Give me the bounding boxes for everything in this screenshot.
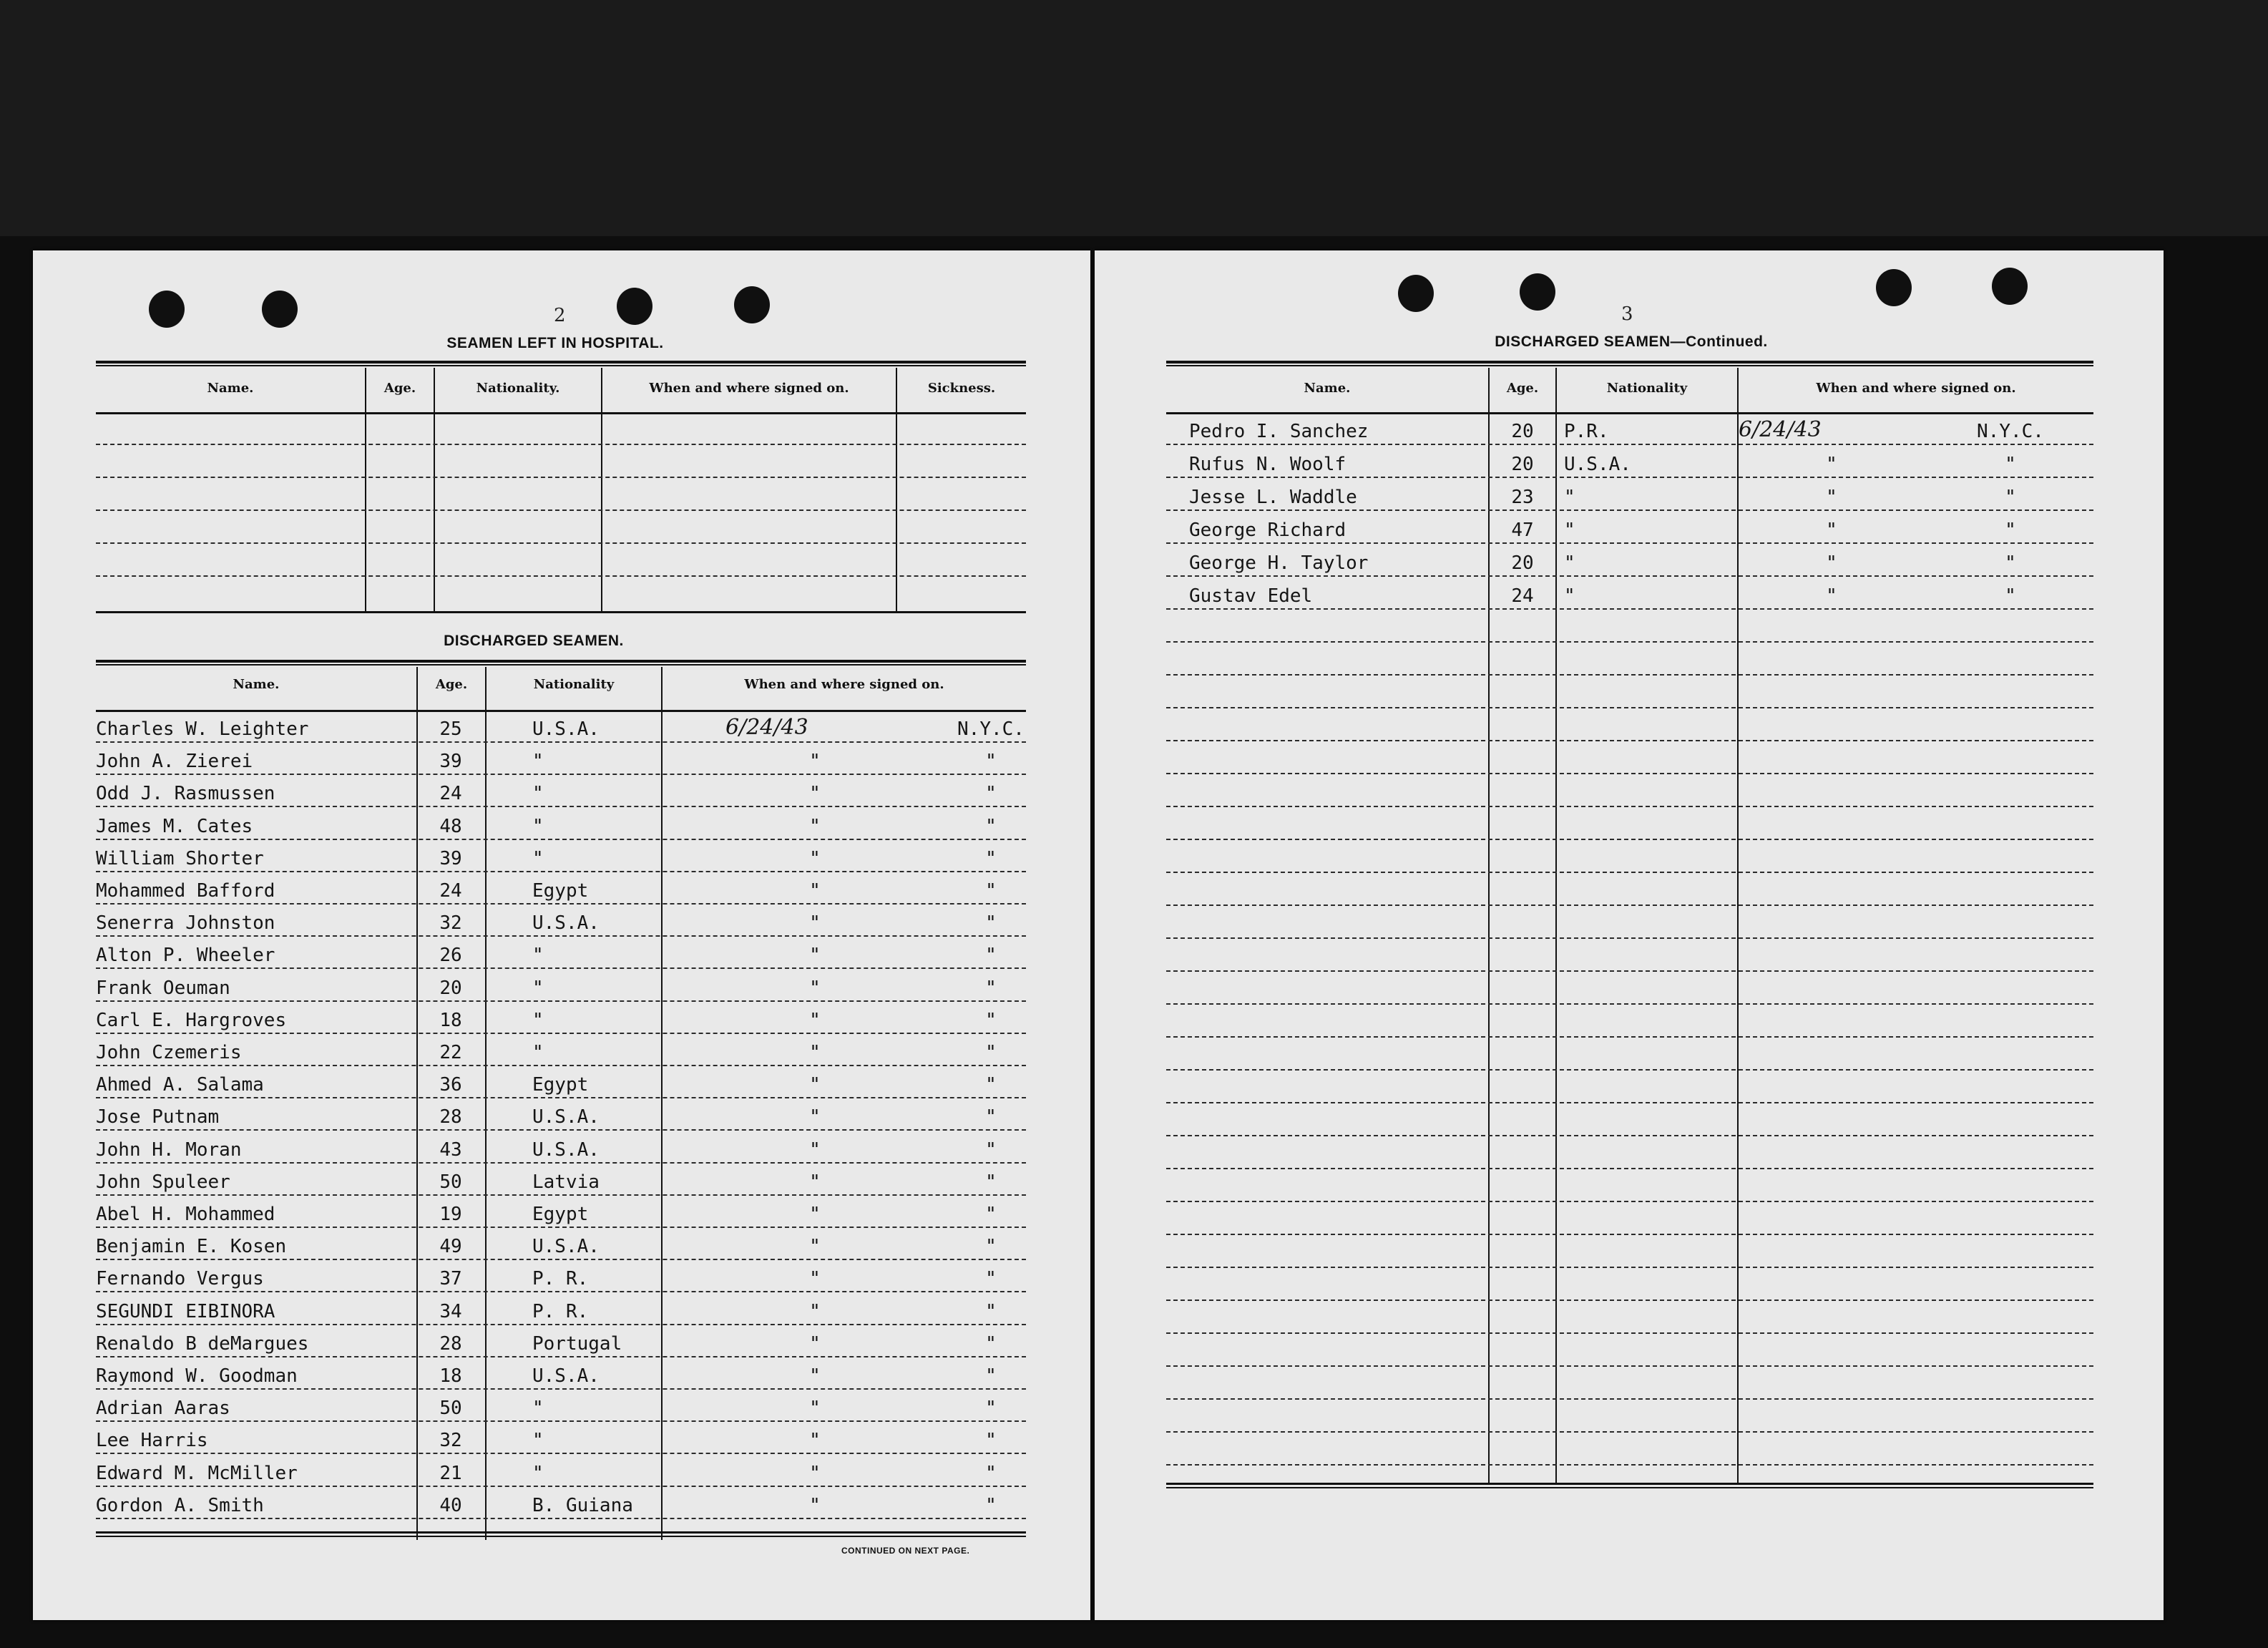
seaman-name: Rufus N. Woolf bbox=[1189, 454, 1346, 475]
signed-on-place: N.Y.C. bbox=[1977, 421, 2044, 442]
signed-on-place: " bbox=[985, 1009, 997, 1031]
signed-on-place: " bbox=[985, 1365, 997, 1387]
seaman-nationality: U.S.A. bbox=[532, 1139, 600, 1161]
seaman-nationality: U.S.A. bbox=[1564, 454, 1631, 475]
signed-on-place: " bbox=[985, 912, 997, 935]
seaman-name: Odd J. Rasmussen bbox=[96, 783, 275, 805]
signed-on-place: " bbox=[985, 847, 997, 869]
top-rule bbox=[1166, 365, 2093, 366]
signed-on-date: " bbox=[809, 1042, 821, 1063]
empty-row bbox=[1166, 843, 2093, 873]
seaman-nationality: P.R. bbox=[1564, 421, 1609, 442]
seaman-name: Gordon A. Smith bbox=[96, 1494, 264, 1516]
seaman-name: John H. Moran bbox=[96, 1139, 242, 1161]
seaman-age: 28 bbox=[439, 1332, 462, 1355]
signed-on-date: " bbox=[809, 1300, 821, 1322]
signed-on-date: " bbox=[1826, 552, 1837, 574]
discharged-section-title: DISCHARGED SEAMEN. bbox=[444, 633, 624, 649]
signed-on-place: " bbox=[985, 1462, 997, 1484]
empty-row bbox=[1166, 1337, 2093, 1367]
signed-on-place: " bbox=[985, 783, 997, 805]
top-rule bbox=[96, 361, 1026, 364]
seaman-name: George H. Taylor bbox=[1189, 552, 1369, 574]
seaman-age: 20 bbox=[439, 977, 462, 999]
seaman-age: 32 bbox=[439, 1430, 462, 1452]
seaman-age: 20 bbox=[1511, 421, 1534, 442]
binder-hole bbox=[262, 291, 298, 328]
signed-on-place: " bbox=[985, 1139, 997, 1161]
binder-hole bbox=[149, 291, 185, 328]
signed-on-place: " bbox=[2005, 454, 2016, 475]
empty-row bbox=[1166, 744, 2093, 774]
seaman-name: Ahmed A. Salama bbox=[96, 1074, 264, 1096]
table-row bbox=[96, 1068, 1026, 1098]
binder-hole bbox=[1876, 269, 1912, 306]
seaman-nationality: " bbox=[532, 1009, 544, 1031]
signed-on-place: " bbox=[2005, 487, 2016, 508]
empty-row bbox=[1166, 1304, 2093, 1334]
seaman-age: 23 bbox=[1511, 487, 1534, 508]
column-header-nationality: Nationality bbox=[533, 677, 615, 692]
signed-on-date: " bbox=[809, 847, 821, 869]
empty-row bbox=[1166, 1271, 2093, 1301]
table-row bbox=[96, 939, 1026, 969]
seaman-name: Pedro I. Sanchez bbox=[1189, 421, 1369, 442]
signed-on-place: " bbox=[2005, 585, 2016, 607]
table-row bbox=[1166, 514, 2093, 544]
signed-on-date: " bbox=[809, 1365, 821, 1387]
column-header-age: Age. bbox=[1506, 381, 1539, 396]
seaman-name: Jose Putnam bbox=[96, 1106, 220, 1128]
seaman-age: 25 bbox=[439, 718, 462, 740]
seaman-age: 34 bbox=[439, 1300, 462, 1322]
page-number: 2 bbox=[554, 305, 566, 326]
table-row bbox=[96, 1166, 1026, 1196]
empty-row bbox=[96, 514, 1026, 544]
top-rule bbox=[96, 365, 1026, 366]
signed-on-place: " bbox=[985, 945, 997, 967]
table-row bbox=[96, 1392, 1026, 1422]
seaman-name: Fernando Vergus bbox=[96, 1268, 264, 1290]
seaman-name: George Richard bbox=[1189, 520, 1346, 541]
seaman-name: Renaldo B deMargues bbox=[96, 1332, 309, 1355]
signed-on-place: " bbox=[985, 1430, 997, 1452]
signed-on-date: " bbox=[809, 1106, 821, 1128]
signed-on-date: " bbox=[1826, 487, 1837, 508]
table-row bbox=[96, 1036, 1026, 1066]
seaman-name: Adrian Aaras bbox=[96, 1398, 230, 1420]
empty-row bbox=[1166, 1403, 2093, 1433]
signed-on-date: " bbox=[1826, 585, 1837, 607]
bottom-rule bbox=[1166, 1487, 2093, 1488]
top-rule bbox=[96, 660, 1026, 663]
empty-row bbox=[1166, 678, 2093, 708]
signed-on-date: " bbox=[1826, 454, 1837, 475]
seaman-nationality: " bbox=[1564, 552, 1575, 574]
column-header-signed-on: When and where signed on. bbox=[1816, 381, 2016, 396]
seaman-name: John Spuleer bbox=[96, 1171, 230, 1193]
empty-row bbox=[1166, 1040, 2093, 1071]
signed-on-date: " bbox=[809, 1171, 821, 1193]
table-row bbox=[96, 1327, 1026, 1357]
seaman-nationality: Portugal bbox=[532, 1332, 622, 1355]
empty-row bbox=[96, 547, 1026, 577]
seaman-nationality: " bbox=[532, 1398, 544, 1420]
table-row bbox=[96, 1360, 1026, 1390]
signed-on-place: " bbox=[985, 815, 997, 837]
column-header-age: Age. bbox=[383, 381, 416, 396]
table-row bbox=[96, 874, 1026, 905]
seaman-nationality: " bbox=[532, 783, 544, 805]
signed-on-date: " bbox=[809, 880, 821, 902]
signed-on-place: " bbox=[985, 1398, 997, 1420]
empty-row bbox=[1166, 1435, 2093, 1466]
seaman-age: 28 bbox=[439, 1106, 462, 1128]
empty-row bbox=[96, 448, 1026, 478]
hospital-section-title: SEAMEN LEFT IN HOSPITAL. bbox=[446, 335, 664, 351]
empty-row bbox=[1166, 1370, 2093, 1400]
signed-on-date: " bbox=[809, 1430, 821, 1452]
empty-row bbox=[1166, 909, 2093, 939]
bottom-rule bbox=[1166, 1483, 2093, 1485]
seaman-age: 40 bbox=[439, 1494, 462, 1516]
seaman-nationality: B. Guiana bbox=[532, 1494, 633, 1516]
table-row bbox=[96, 1262, 1026, 1292]
seaman-name: Charles W. Leighter bbox=[96, 718, 309, 740]
seaman-age: 50 bbox=[439, 1398, 462, 1420]
empty-row bbox=[1166, 1205, 2093, 1235]
seaman-age: 24 bbox=[439, 880, 462, 902]
column-header-name: Name. bbox=[1304, 381, 1351, 396]
seaman-nationality: Latvia bbox=[532, 1171, 600, 1193]
seaman-nationality: " bbox=[1564, 487, 1575, 508]
seaman-age: 49 bbox=[439, 1236, 462, 1258]
scan-background bbox=[0, 0, 2268, 236]
seaman-name: Senerra Johnston bbox=[96, 912, 275, 935]
table-row bbox=[1166, 481, 2093, 511]
signed-on-place: " bbox=[985, 1332, 997, 1355]
column-header-age: Age. bbox=[435, 677, 468, 692]
seaman-age: 50 bbox=[439, 1171, 462, 1193]
top-rule bbox=[96, 664, 1026, 665]
header-rule bbox=[96, 710, 1026, 712]
signed-on-place: " bbox=[985, 1171, 997, 1193]
table-row bbox=[96, 1457, 1026, 1487]
table-row bbox=[96, 745, 1026, 775]
signed-on-place: " bbox=[985, 1268, 997, 1290]
empty-row bbox=[1166, 975, 2093, 1005]
seaman-name: Abel H. Mohammed bbox=[96, 1204, 275, 1225]
header-rule bbox=[96, 412, 1026, 414]
seaman-age: 43 bbox=[439, 1139, 462, 1161]
seaman-name: James M. Cates bbox=[96, 815, 253, 837]
empty-row bbox=[1166, 613, 2093, 643]
seaman-age: 24 bbox=[1511, 585, 1534, 607]
seaman-nationality: " bbox=[532, 847, 544, 869]
header-rule bbox=[1166, 412, 2093, 414]
signed-on-date: " bbox=[809, 1398, 821, 1420]
signed-on-date: " bbox=[1826, 520, 1837, 541]
seaman-name: Frank Oeuman bbox=[96, 977, 230, 999]
left-page bbox=[33, 250, 1090, 1620]
table-row bbox=[96, 1424, 1026, 1454]
seaman-nationality: " bbox=[532, 1430, 544, 1452]
table-row bbox=[96, 1004, 1026, 1034]
signed-on-date: " bbox=[809, 1332, 821, 1355]
table-row bbox=[96, 1489, 1026, 1519]
column-header-sickness: Sickness. bbox=[927, 381, 996, 396]
right-page bbox=[1095, 250, 2164, 1620]
table-row bbox=[1166, 448, 2093, 478]
seaman-nationality: Egypt bbox=[532, 1074, 589, 1096]
seaman-name: Alton P. Wheeler bbox=[96, 945, 275, 967]
top-rule bbox=[1166, 361, 2093, 364]
seaman-nationality: " bbox=[532, 815, 544, 837]
signed-on-place: " bbox=[985, 977, 997, 999]
seaman-age: 32 bbox=[439, 912, 462, 935]
signed-on-date: " bbox=[809, 1139, 821, 1161]
signed-on-date: " bbox=[809, 1268, 821, 1290]
column-header-nationality: Nationality. bbox=[476, 381, 560, 396]
seaman-age: 39 bbox=[439, 751, 462, 773]
seaman-name: Carl E. Hargroves bbox=[96, 1009, 287, 1031]
seaman-age: 26 bbox=[439, 945, 462, 967]
seaman-name: William Shorter bbox=[96, 847, 264, 869]
seaman-name: John A. Zierei bbox=[96, 751, 253, 773]
empty-row bbox=[1166, 645, 2093, 676]
signed-on-place: " bbox=[985, 1074, 997, 1096]
page-number: 3 bbox=[1621, 303, 1633, 325]
empty-row bbox=[96, 415, 1026, 445]
seaman-nationality: P. R. bbox=[532, 1300, 589, 1322]
seaman-age: 48 bbox=[439, 815, 462, 837]
binder-hole bbox=[1398, 275, 1434, 312]
seaman-name: Edward M. McMiller bbox=[96, 1462, 298, 1484]
seaman-nationality: P. R. bbox=[532, 1268, 589, 1290]
seaman-name: Benjamin E. Kosen bbox=[96, 1236, 287, 1258]
empty-row bbox=[1166, 1106, 2093, 1136]
empty-row bbox=[1166, 1008, 2093, 1038]
signed-on-place: " bbox=[985, 1204, 997, 1225]
empty-row bbox=[1166, 1172, 2093, 1202]
seaman-age: 18 bbox=[439, 1009, 462, 1031]
seaman-name: John Czemeris bbox=[96, 1042, 242, 1063]
seaman-nationality: U.S.A. bbox=[532, 1365, 600, 1387]
seaman-age: 47 bbox=[1511, 520, 1534, 541]
signed-on-date: " bbox=[809, 1204, 821, 1225]
empty-row bbox=[96, 481, 1026, 511]
table-row bbox=[96, 907, 1026, 937]
bottom-rule bbox=[96, 1536, 1026, 1537]
seaman-nationality: " bbox=[532, 1042, 544, 1063]
seaman-age: 21 bbox=[439, 1462, 462, 1484]
signed-on-place: " bbox=[985, 1300, 997, 1322]
seaman-nationality: U.S.A. bbox=[532, 1236, 600, 1258]
binder-hole bbox=[1992, 268, 2028, 305]
table-row bbox=[96, 1295, 1026, 1325]
signed-on-place: " bbox=[985, 1494, 997, 1516]
table-row bbox=[96, 1101, 1026, 1131]
signed-on-place: " bbox=[985, 1236, 997, 1258]
discharged-continued-title: DISCHARGED SEAMEN—Continued. bbox=[1495, 333, 1768, 350]
seaman-nationality: " bbox=[532, 977, 544, 999]
section-rule bbox=[96, 611, 1026, 613]
signed-on-date: " bbox=[809, 912, 821, 935]
signed-on-place: " bbox=[2005, 552, 2016, 574]
seaman-name: SEGUNDI EIBINORA bbox=[96, 1300, 275, 1322]
continued-note: CONTINUED ON NEXT PAGE. bbox=[841, 1546, 970, 1556]
table-row bbox=[96, 1133, 1026, 1164]
table-row bbox=[96, 1198, 1026, 1228]
seaman-name: Mohammed Bafford bbox=[96, 880, 275, 902]
table-row bbox=[96, 1230, 1026, 1260]
signed-on-date: " bbox=[809, 815, 821, 837]
empty-row bbox=[1166, 1139, 2093, 1169]
seaman-name: Jesse L. Waddle bbox=[1189, 487, 1357, 508]
seaman-age: 24 bbox=[439, 783, 462, 805]
seaman-age: 36 bbox=[439, 1074, 462, 1096]
column-header-nationality: Nationality bbox=[1606, 381, 1688, 396]
table-row bbox=[96, 972, 1026, 1002]
signed-on-date: " bbox=[809, 1009, 821, 1031]
seaman-nationality: " bbox=[532, 945, 544, 967]
column-header-name: Name. bbox=[233, 677, 280, 692]
seaman-nationality: Egypt bbox=[532, 1204, 589, 1225]
seaman-nationality: U.S.A. bbox=[532, 912, 600, 935]
empty-row bbox=[1166, 777, 2093, 807]
empty-row bbox=[1166, 711, 2093, 741]
seaman-age: 37 bbox=[439, 1268, 462, 1290]
seaman-age: 20 bbox=[1511, 454, 1534, 475]
table-row bbox=[96, 842, 1026, 872]
signed-on-place: " bbox=[985, 751, 997, 773]
column-header-signed-on: When and where signed on. bbox=[744, 677, 944, 692]
signed-on-date: " bbox=[809, 751, 821, 773]
seaman-nationality: " bbox=[532, 751, 544, 773]
bottom-rule bbox=[96, 1531, 1026, 1534]
signed-on-date: " bbox=[809, 945, 821, 967]
table-row bbox=[96, 777, 1026, 807]
column-header-name: Name. bbox=[207, 381, 254, 396]
signed-on-date: " bbox=[809, 1236, 821, 1258]
table-row bbox=[1166, 547, 2093, 577]
empty-row bbox=[1166, 1238, 2093, 1268]
signed-on-date: " bbox=[809, 1462, 821, 1484]
empty-row bbox=[1166, 876, 2093, 906]
signed-on-place: " bbox=[2005, 520, 2016, 541]
seaman-nationality: " bbox=[532, 1462, 544, 1484]
empty-row bbox=[1166, 810, 2093, 840]
signed-on-date: " bbox=[809, 1074, 821, 1096]
seaman-name: Raymond W. Goodman bbox=[96, 1365, 298, 1387]
table-row bbox=[1166, 415, 2093, 445]
signed-on-date: " bbox=[809, 977, 821, 999]
seaman-age: 18 bbox=[439, 1365, 462, 1387]
signed-on-date: 6/24/43 bbox=[1739, 417, 1822, 442]
binder-hole bbox=[734, 286, 770, 323]
binder-hole bbox=[617, 288, 652, 325]
table-row bbox=[96, 810, 1026, 840]
signed-on-date: 6/24/43 bbox=[725, 715, 808, 740]
empty-row bbox=[1166, 942, 2093, 972]
column-header-signed-on: When and where signed on. bbox=[649, 381, 849, 396]
seaman-name: Lee Harris bbox=[96, 1430, 208, 1452]
signed-on-date: " bbox=[809, 1494, 821, 1516]
seaman-age: 22 bbox=[439, 1042, 462, 1063]
signed-on-place: N.Y.C. bbox=[957, 718, 1025, 740]
seaman-age: 20 bbox=[1511, 552, 1534, 574]
seaman-nationality: Egypt bbox=[532, 880, 589, 902]
seaman-age: 19 bbox=[439, 1204, 462, 1225]
signed-on-place: " bbox=[985, 880, 997, 902]
seaman-name: Gustav Edel bbox=[1189, 585, 1313, 607]
empty-row bbox=[1166, 1073, 2093, 1103]
seaman-nationality: " bbox=[1564, 585, 1575, 607]
seaman-nationality: U.S.A. bbox=[532, 718, 600, 740]
signed-on-date: " bbox=[809, 783, 821, 805]
table-row bbox=[96, 713, 1026, 743]
seaman-age: 39 bbox=[439, 847, 462, 869]
seaman-nationality: " bbox=[1564, 520, 1575, 541]
table-row bbox=[1166, 580, 2093, 610]
seaman-nationality: U.S.A. bbox=[532, 1106, 600, 1128]
signed-on-place: " bbox=[985, 1106, 997, 1128]
binder-hole bbox=[1520, 273, 1555, 311]
signed-on-place: " bbox=[985, 1042, 997, 1063]
